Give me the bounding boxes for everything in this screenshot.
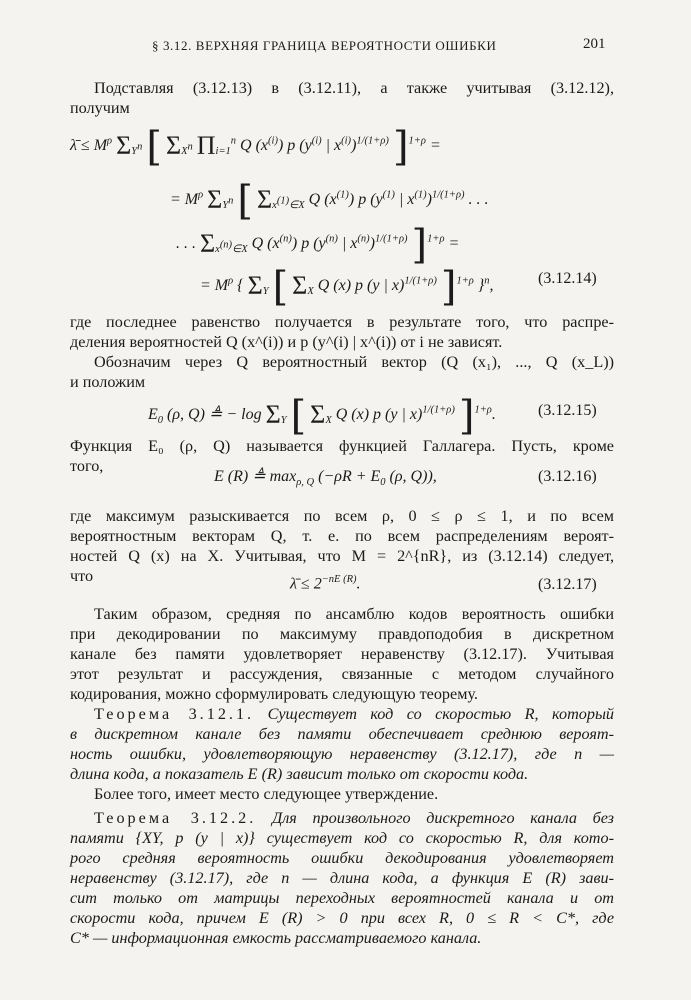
paragraph-line: что xyxy=(70,567,94,585)
theorem-3-12-1-line: ность ошибки, удовлетворяющую неравенству (3.12.17), где n — xyxy=(70,745,614,763)
paragraph-line: где последнее равенство получается в результате того, что распре- xyxy=(70,313,614,331)
theorem-3-12-2-line xyxy=(94,808,614,828)
theorem-text: Существует код со скоростью R, который xyxy=(267,705,615,723)
paragraph-line: Функция E₀ (ρ, Q) называется функцией Галлагера. Пусть, кроме xyxy=(70,437,614,455)
equation-number: (3.12.14) xyxy=(538,270,597,287)
theorem-3-12-2-line: сит только от матрицы переходных вероятностей канала и от xyxy=(70,889,614,907)
theorem-3-12-2-line: неравенству (3.12.17), где n — длина кода, а функция E (R) зави- xyxy=(70,869,614,887)
paragraph-line: где максимум разыскивается по всем ρ, 0 ≤ ρ ≤ 1, и по всем xyxy=(70,507,614,525)
paragraph-line: Подставляя (3.12.13) в (3.12.11), а также учитывая (3.12.12), xyxy=(94,79,614,97)
paragraph-line: того, xyxy=(70,457,104,475)
equation-3-12-14-row2: = $M^\rho$ $\Sigma_{Y^n}$ [ $\Sigma_{x^{(1)}\in X}$ Q $(x^{(1)})$ p ($y^{(1)}$ | $x^{(1)})^{1/(1+\rho)}$ . . . xyxy=(170,178,489,224)
equation-3-12-16: E (R) ≜ $\max_{\rho, Q} (-\rho R + E_0$ (ρ, Q)), xyxy=(214,468,437,489)
theorem-label: Теорема 3.12.1. xyxy=(94,705,255,723)
page-number: 201 xyxy=(583,36,606,52)
equation-number: (3.12.16) xyxy=(538,468,597,485)
equation-3-12-17: λ̄ ≤ $2^{-nE (R)}$. xyxy=(290,574,361,593)
paragraph-line: ностей Q (x) на X. Учитывая, что M = 2^{nR}, из (3.12.14) следует, xyxy=(70,547,614,565)
paragraph-line: Обозначим через Q вероятностный вектор (Q (x₁), ..., Q (x_L)) xyxy=(94,353,614,371)
theorem-3-12-2-line: рого средняя вероятность ошибки декодирования удовлетворяет xyxy=(70,849,614,867)
theorem-text: Для произвольного дискретного канала без xyxy=(271,809,614,827)
theorem-3-12-2-line: памяти {XY, p (y | x)} существует код со скоростью R, для кото- xyxy=(70,829,614,847)
paragraph-line: и положим xyxy=(70,373,146,391)
theorem-3-12-1-line xyxy=(94,704,614,724)
running-title: § 3.12. ВЕРХНЯЯ ГРАНИЦА ВЕРОЯТНОСТИ ОШИБКИ xyxy=(152,38,497,53)
paragraph-line: получим xyxy=(70,99,130,117)
paragraph-line: Более того, имеет место следующее утверждение. xyxy=(94,785,439,803)
theorem-3-12-1-line: длина кода, а показатель E (R) зависит только от скорости кода. xyxy=(70,765,529,783)
paragraph-line: этот результат и рассуждения, связанные с методом случайного xyxy=(70,665,614,683)
equation-3-12-14-row1: λ̄ ≤ $M^\rho$ $\Sigma_{Y^n}$ [ $\Sigma_{X^n}$ $\Pi_{i=1}^n$ Q $(x^{(i)})$ p ($y^{(i)}$ | $x^{(i)})^{1/(1+\rho)}$ ]$^{1+\rho}$ = xyxy=(70,124,441,170)
equation-number: (3.12.15) xyxy=(538,402,597,419)
paragraph-line: кодирования, можно сформулировать следующую теорему. xyxy=(70,685,478,703)
paragraph-line: вероятностным векторам Q, т. е. по всем распределениям вероят- xyxy=(70,527,614,545)
paragraph-line: при декодировании по максимуму правдоподобия в дискретном xyxy=(70,625,614,643)
theorem-label: Теорема 3.12.2. xyxy=(94,809,257,827)
paragraph-line: деления вероятностей Q (x^(i)) и p (y^(i) | x^(i)) от i не зависят. xyxy=(70,333,503,351)
theorem-3-12-1-line: в дискретном канале без памяти обеспечивает среднюю вероят- xyxy=(70,725,614,743)
paragraph-line: Таким образом, средняя по ансамблю кодов вероятность ошибки xyxy=(94,605,614,623)
theorem-3-12-2-line: C* — информационная емкость рассматриваемого канала. xyxy=(70,929,482,947)
paragraph-line: канале без памяти удовлетворяет неравенству (3.12.17). Учитывая xyxy=(70,645,614,663)
equation-3-12-14-row4: = $M^\rho$ { $\Sigma_Y$ [ $\Sigma_X$ Q (x) p (y | x)$^{1/(1+\rho)}$ ]$^{1+\rho}$ }$^n$, xyxy=(200,264,494,310)
equation-3-12-14-row3: . . . $\Sigma_{x^{(n)}\in X}$ Q $(x^{(n)})$ p ($y^{(n)}$ | $x^{(n)})^{1/(1+\rho)}$ ]$^{1+\rho}$ = xyxy=(176,222,460,268)
equation-number: (3.12.17) xyxy=(538,576,597,593)
theorem-3-12-2-line: скорости кода, причем E (R) > 0 при всех R, 0 ≤ R < C*, где xyxy=(70,909,614,927)
equation-3-12-15: $E_0$ (ρ, Q) ≜ − $\log \Sigma_Y$ [ $\Sigma_X$ Q (x) p (y | x)$^{1/(1+\rho)}$ ]$^{1+\rho}$. xyxy=(148,393,496,439)
